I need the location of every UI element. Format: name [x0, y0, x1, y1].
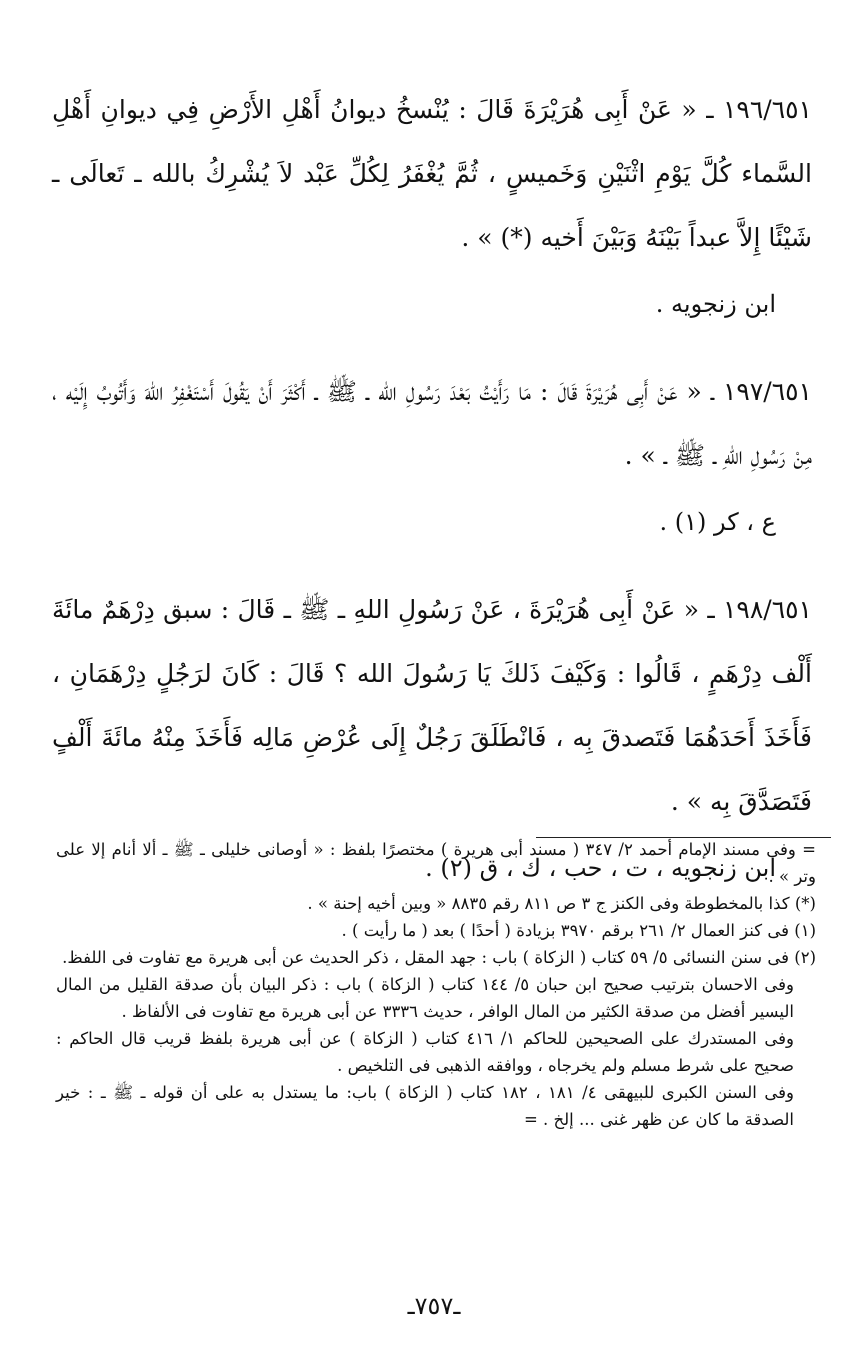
footnote-2-ibn-hibban: وفى الاحسان بترتيب صحيح ابن حبان ٥/ ١٤٤ كتاب ( الزكاة ) باب : ذكر البيان بأن صدقة القليل من المال اليسير أفضل من صدقة الكثير من المال الوافر ، حديث ٣٣٣٦ عن أبى هريرة مع تفاوت فى الألفاظ .	[56, 975, 795, 1021]
hadith-196-source: ابن زنجويه .	[655, 290, 776, 318]
hadith-196: ١٩٦/٦٥١ ـ « عَنْ أَبِى هُرَيْرَةَ قَالَ : يُنْسخُ ديوانُ أَهْلِ الأَرْضِ فِي ديوانِ أَهْلِ السَّماء كُلَّ يَوْمِ اثْنَيْنِ وَخَميسٍ ، ثُمَّ يُغْفَرُ لِكُلِّ عَبْد لاَ يُشْرِكُ بالله ـ تَعالَى ـ شَيْئًا إِلاَّ عبداً بَيْنَهُ وَبَيْنَ أَخيه (*) » .	[52, 95, 812, 252]
footnote-1: (١) فى كنز العمال ٢/ ٢٦١ برقم ٣٩٧٠ بزيادة ( أحدًا ) بعد ( ما رأيت ) .	[341, 921, 816, 940]
hadith-197-source: ع ، كر (١) .	[659, 508, 776, 536]
hadith-198-source: ابن زنجويه ، ت ، حب ، ك ، ق (٢) .	[425, 854, 776, 882]
footnote-continuation: = وفى مسند الإمام أحمد ٢/ ٣٤٧ ( مسند أبى هريرة ) مختصرًا بلفظ : « أوصانى خليلى ـ ﷺ ـ ألا أنام إلا على وتر » .	[56, 840, 816, 886]
hadith-198: ١٩٨/٦٥١ ـ « عَنْ أَبِى هُرَيْرَةَ ، عَنْ رَسُولِ اللهِ ـ ﷺ ـ قَالَ : سبق دِرْهَمٌ مائَةَ أَلْف دِرْهَمٍ ، قَالُوا : وَكَيْفَ ذَلكَ يَا رَسُولَ الله ؟ قَالَ : كَانَ لرَجُلٍ دِرْهَمَانِ ، فَأَخَذَ أَحَدَهُمَا فَتَصدقَ بِه ، فَانْطَلَقَ رَجُلٌ إِلَى عُرْضِ مَالِه فَأَخَذَ مِنْهُ مائَةَ أَلْفٍ فَتَصَدَّقَ بِه » .	[52, 595, 812, 816]
footnote-2-mustadrak: وفى المستدرك على الصحيحين للحاكم ١/ ٤١٦ كتاب ( الزكاة ) عن أبى هريرة بلفظ قريب قال الحاكم : صحيح على شرط مسلم ولم يخرجاه ، ووافقه الذهبى فى التلخيص .	[56, 1029, 794, 1075]
hadith-197: ١٩٧/٦٥١ ـ « عَنْ أَبِى هُرَيْرَةَ قَالَ : مَا رَأَيْتُ بَعْدَ رَسُولِ الله ـ ﷺ ـ أَكْثَرَ أَنْ يَقُولَ أَسْتَغْفِرُ اللهَ وَأَتُوبُ إِلَيْه ، مِنْ رَسُولِ اللهِ ـ ﷺ ـ » .	[52, 377, 812, 470]
page-number: ـ٧٥٧ـ	[407, 1292, 461, 1320]
footnotes	[56, 836, 816, 1133]
footnote-2: (٢) فى سنن النسائى ٥/ ٥٩ كتاب ( الزكاة ) باب : جهد المقل ، ذكر الحديث عن أبى هريرة مع تفاوت فى اللفظ.	[62, 948, 816, 967]
main-text	[52, 78, 812, 888]
footnote-asterisk: (*) كذا بالمخطوطة وفى الكنز ج ٣ ص ٨١١ رقم ٨٨٣٥ « وبين أخيه إحنة » .	[307, 894, 816, 913]
footnote-2-bayhaqi: وفى السنن الكبرى للبيهقى ٤/ ١٨١ ، ١٨٢ كتاب ( الزكاة ) باب: ما يستدل به على أن قوله ـ ﷺ ـ : خير الصدقة ما كان عن ظهر غنى ... إلخ . =	[56, 1083, 794, 1129]
